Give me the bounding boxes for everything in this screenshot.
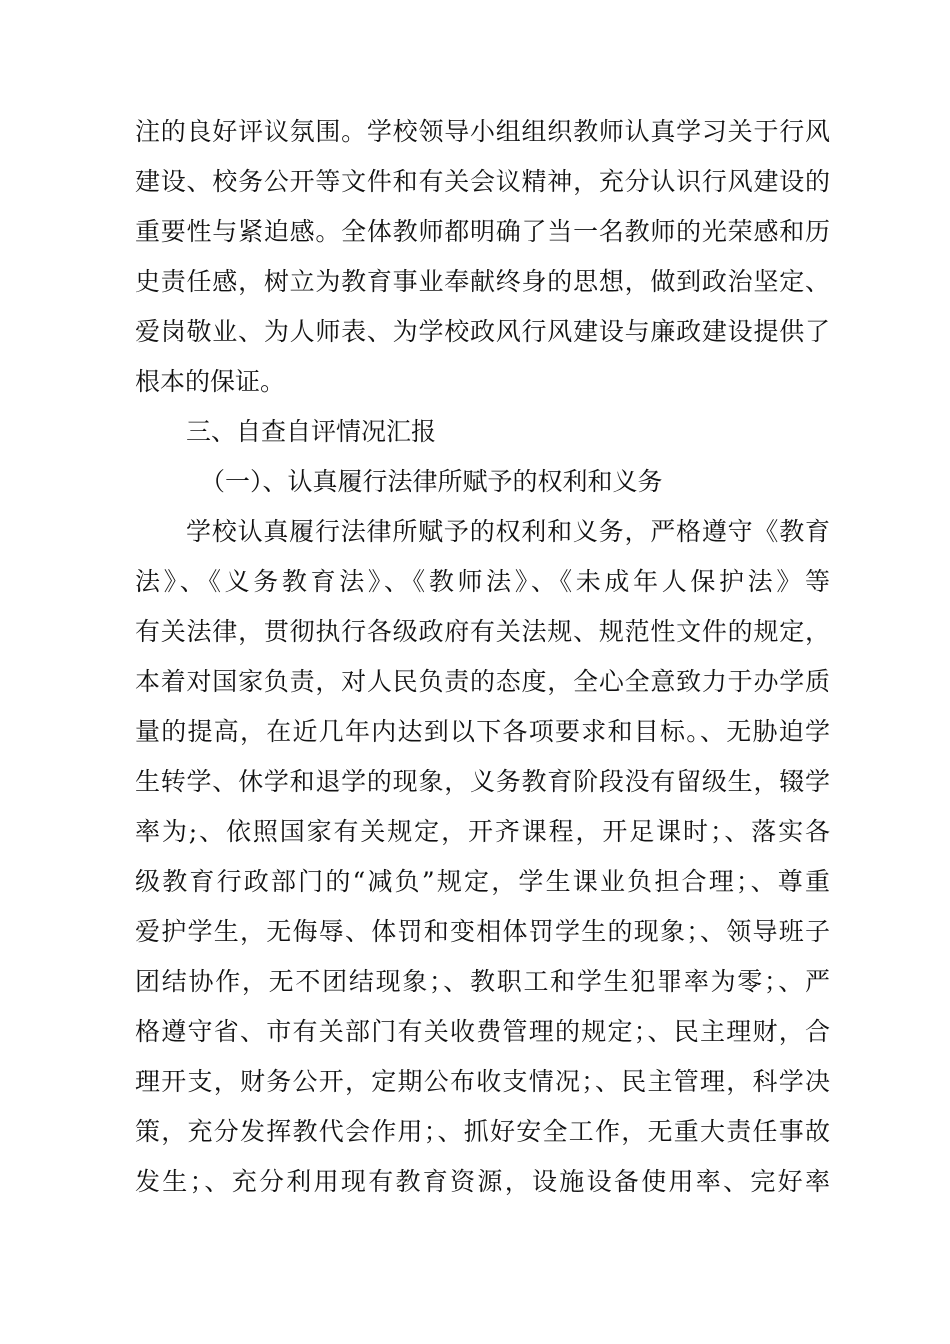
text-line: 量的提高，在近几年内达到以下各项要求和目标。、无胁迫学: [135, 717, 830, 746]
text-line: 注的良好评议氛围。学校领导小组组织教师认真学习关于行风: [135, 117, 830, 146]
text-line: 率为;、依照国家有关规定，开齐课程，开足课时；、落实各: [135, 817, 830, 846]
text-line: 爱护学生，无侮辱、体罚和变相体罚学生的现象；、领导班子: [135, 917, 830, 946]
text-line: 根本的保证。: [135, 367, 286, 396]
text-line: 级教育行政部门的“减负”规定，学生课业负担合理；、尊重: [135, 867, 830, 896]
text-line: 格遵守省、市有关部门有关收费管理的规定；、民主理财，合: [135, 1017, 830, 1046]
text-line: 有关法律，贯彻执行各级政府有关法规、规范性文件的规定，: [135, 617, 830, 646]
text-line: 法》、《义务教育法》、《教师法》、《未成年人保护法》等: [135, 567, 830, 596]
text-line: 学校认真履行法律所赋予的权利和义务，严格遵守《教育: [186, 517, 830, 546]
text-line: 理开支，财务公开，定期公布收支情况；、民主管理，科学决: [135, 1067, 830, 1096]
text-line: 重要性与紧迫感。全体教师都明确了当一名教师的光荣感和历: [135, 217, 830, 246]
subsection-heading: （一）、认真履行法律所赋予的权利和义务: [200, 467, 663, 496]
text-line: 本着对国家负责，对人民负责的态度，全心全意致力于办学质: [135, 667, 830, 696]
text-line: 爱岗敬业、为人师表、为学校政风行风建设与廉政建设提供了: [135, 317, 830, 346]
section-heading: 三、自查自评情况汇报: [186, 417, 437, 446]
text-line: 发生；、充分利用现有教育资源，设施设备使用率、完好率: [135, 1167, 830, 1196]
text-line: 建设、校务公开等文件和有关会议精神，充分认识行风建设的: [135, 167, 830, 196]
text-line: 史责任感，树立为教育事业奉献终身的思想，做到政治坚定、: [135, 267, 830, 296]
text-line: 团结协作，无不团结现象；、教职工和学生犯罪率为零；、严: [135, 967, 830, 996]
text-line: 策，充分发挥教代会作用；、抓好安全工作，无重大责任事故: [135, 1117, 830, 1146]
text-line: 生转学、休学和退学的现象，义务教育阶段没有留级生，辍学: [135, 767, 830, 796]
